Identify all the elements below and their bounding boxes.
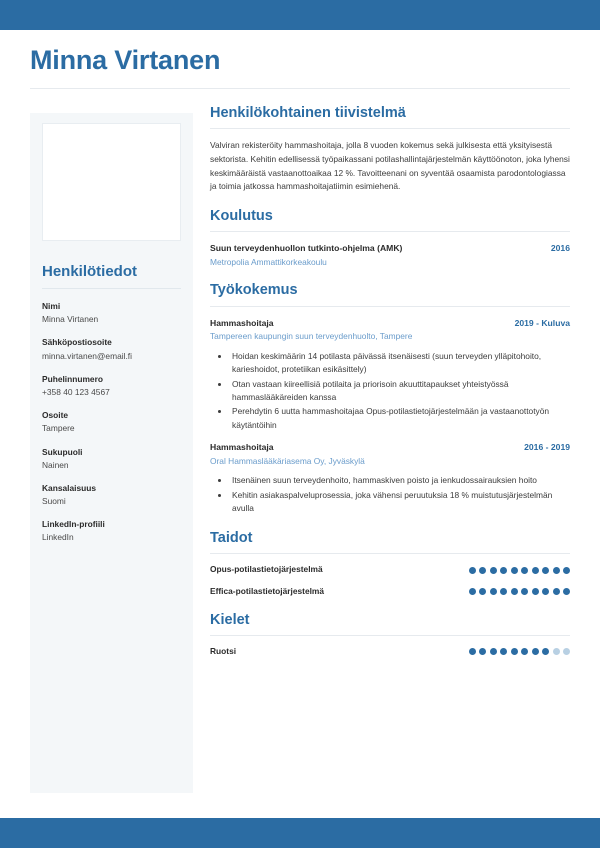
personal-detail-label: LinkedIn-profiili xyxy=(42,519,105,530)
rating-dot-filled xyxy=(479,648,486,655)
sidebar xyxy=(30,113,193,793)
skill-item-label: Effica-potilastietojärjestelmä xyxy=(210,585,325,596)
sidebar-heading-divider xyxy=(42,288,181,289)
sidebar-heading: Henkilötiedot xyxy=(42,263,138,280)
personal-detail-label: Sukupuoli xyxy=(42,446,83,457)
skill-item-rating xyxy=(469,567,571,574)
personal-detail-item xyxy=(42,409,181,434)
rating-dot-filled xyxy=(521,588,528,595)
personal-detail-value: Nainen xyxy=(42,459,69,470)
languages-list xyxy=(210,646,570,658)
rating-dot-empty xyxy=(553,648,560,655)
entry-header xyxy=(210,441,570,453)
personal-detail-item xyxy=(42,482,181,507)
experience-entries xyxy=(210,317,570,516)
personal-detail-label: Nimi xyxy=(42,301,61,311)
personal-detail-value: Minna Virtanen xyxy=(42,314,99,325)
entry-title: Hammashoitaja xyxy=(210,317,274,328)
personal-detail-item xyxy=(42,446,181,471)
personal-detail-label: Sähköpostiosoite xyxy=(42,337,112,348)
experience-entry xyxy=(210,441,570,515)
rating-dot-filled xyxy=(469,567,476,574)
profile-photo-placeholder xyxy=(42,123,181,241)
experience-heading: Työkokemus xyxy=(210,282,298,299)
rating-dot-filled xyxy=(553,567,560,574)
personal-detail-label: Kansalaisuus xyxy=(42,482,96,493)
section-languages xyxy=(210,612,570,658)
personal-detail-item xyxy=(42,373,181,398)
rating-dot-filled xyxy=(479,567,486,574)
rating-dot-filled xyxy=(521,567,528,574)
entry-title: Suun terveydenhuollon tutkinto-ohjelma (AMK) xyxy=(210,243,403,254)
summary-text: Valviran rekisteröity hammashoitaja, jolla 8 vuoden kokemus sekä julkisesta että yksityisestä sektorista. Kehitin edellisessä työpaikassani potilashallintajärjestelmän käyttöönoton, joka lyhensi keskimääräistä vastaanottoaikaa 12 %. Tavoitteenani on syventää osaamista parodontologiassa ja toimia jatkossa hammashoitajatiimin esimiehenä. xyxy=(210,140,570,192)
language-item-rating xyxy=(469,648,571,655)
personal-detail-value: +358 40 123 4567 xyxy=(42,386,110,397)
personal-detail-value: minna.virtanen@email.fi xyxy=(42,350,132,361)
skills-list xyxy=(210,564,570,598)
entry-date: 2016 - 2019 xyxy=(524,442,570,453)
entry-date: 2016 xyxy=(550,243,570,254)
main-content xyxy=(210,105,570,672)
experience-entry xyxy=(210,317,570,433)
personal-detail-value: Suomi xyxy=(42,496,66,507)
skill-item-label: Opus-potilastietojärjestelmä xyxy=(210,564,323,575)
rating-dot-filled xyxy=(500,588,507,595)
rating-dot-filled xyxy=(490,588,497,595)
languages-heading: Kielet xyxy=(210,611,250,628)
entry-institution: Metropolia Ammattikorkeakoulu xyxy=(210,256,327,267)
entry-title: Hammashoitaja xyxy=(210,442,274,453)
personal-details-list xyxy=(42,300,181,544)
rating-dot-filled xyxy=(563,567,570,574)
entry-bullet: • Kehitin asiakaspalveluprosessia, joka vähensi peruutuksia 18 % muistutusjärjestelmän avulla xyxy=(230,489,570,516)
rating-dot-filled xyxy=(532,648,539,655)
entry-header xyxy=(210,317,570,329)
rating-dot-filled xyxy=(563,588,570,595)
entry-date: 2019 - Kuluva xyxy=(514,317,570,328)
rating-dot-filled xyxy=(500,567,507,574)
rating-dot-filled xyxy=(532,588,539,595)
education-divider xyxy=(210,231,570,232)
section-skills xyxy=(210,530,570,598)
rating-dot-filled xyxy=(511,588,518,595)
bottom-accent-bar xyxy=(0,818,600,848)
entry-employer: Tampereen kaupungin suun terveydenhuolto, Tampere xyxy=(210,331,413,342)
personal-detail-label: Osoite xyxy=(42,410,69,421)
experience-divider xyxy=(210,306,570,307)
skills-heading: Taidot xyxy=(210,529,253,546)
language-item-label: Ruotsi xyxy=(210,646,237,657)
skills-divider xyxy=(210,553,570,554)
education-entries xyxy=(210,242,570,268)
rating-dot-filled xyxy=(532,567,539,574)
rating-dot-empty xyxy=(563,648,570,655)
rating-dot-filled xyxy=(521,648,528,655)
personal-detail-label: Puhelinnumero xyxy=(42,373,103,384)
header xyxy=(30,46,570,89)
section-education xyxy=(210,208,570,268)
rating-dot-filled xyxy=(542,588,549,595)
skill-item xyxy=(210,586,570,598)
rating-dot-filled xyxy=(511,567,518,574)
rating-dot-filled xyxy=(469,588,476,595)
entry-bullet: • Itsenäinen suun terveydenhoito, hammaskiven poisto ja ienkudossairauksien hoito xyxy=(230,474,570,487)
rating-dot-filled xyxy=(469,648,476,655)
entry-header xyxy=(210,242,570,254)
rating-dot-filled xyxy=(553,588,560,595)
entry-bullet: • Perehdytin 6 uutta hammashoitajaa Opus-potilastietojärjestelmään ja vastaanottotyön käytäntöihin xyxy=(230,405,570,432)
summary-divider xyxy=(210,128,570,129)
entry-bullet-list xyxy=(210,474,570,515)
entry-employer: Oral Hammaslääkäriasema Oy, Jyväskylä xyxy=(210,455,365,466)
rating-dot-filled xyxy=(542,648,549,655)
summary-heading: Henkilökohtainen tiivistelmä xyxy=(210,105,406,121)
skill-item xyxy=(210,564,570,576)
personal-detail-value: Tampere xyxy=(42,423,75,434)
language-item xyxy=(210,646,570,658)
personal-detail-value: LinkedIn xyxy=(42,532,74,543)
entry-bullet: • Otan vastaan kiireellisiä potilaita ja priorisoin akuuttitapaukset yhteistyössä hammaslääkäreiden kanssa xyxy=(230,378,570,405)
rating-dot-filled xyxy=(490,567,497,574)
rating-dot-filled xyxy=(542,567,549,574)
education-heading: Koulutus xyxy=(210,207,273,224)
header-divider xyxy=(30,88,570,89)
entry-bullet-list xyxy=(210,350,570,433)
rating-dot-filled xyxy=(500,648,507,655)
personal-detail-item xyxy=(42,518,181,543)
rating-dot-filled xyxy=(511,648,518,655)
page-title: Minna Virtanen xyxy=(30,45,221,75)
personal-detail-item xyxy=(42,336,181,361)
skill-item-rating xyxy=(469,588,571,595)
rating-dot-filled xyxy=(479,588,486,595)
section-summary xyxy=(210,105,570,194)
entry-bullet: • Hoidan keskimäärin 14 potilasta päivässä itsenäisesti (suun terveyden ylläpitohoito, karieshoidot, protetiikan esikäsittely) xyxy=(230,350,570,377)
top-accent-bar xyxy=(0,0,600,30)
personal-detail-item xyxy=(42,300,181,325)
section-experience xyxy=(210,282,570,515)
education-entry xyxy=(210,242,570,268)
rating-dot-filled xyxy=(490,648,497,655)
languages-divider xyxy=(210,635,570,636)
